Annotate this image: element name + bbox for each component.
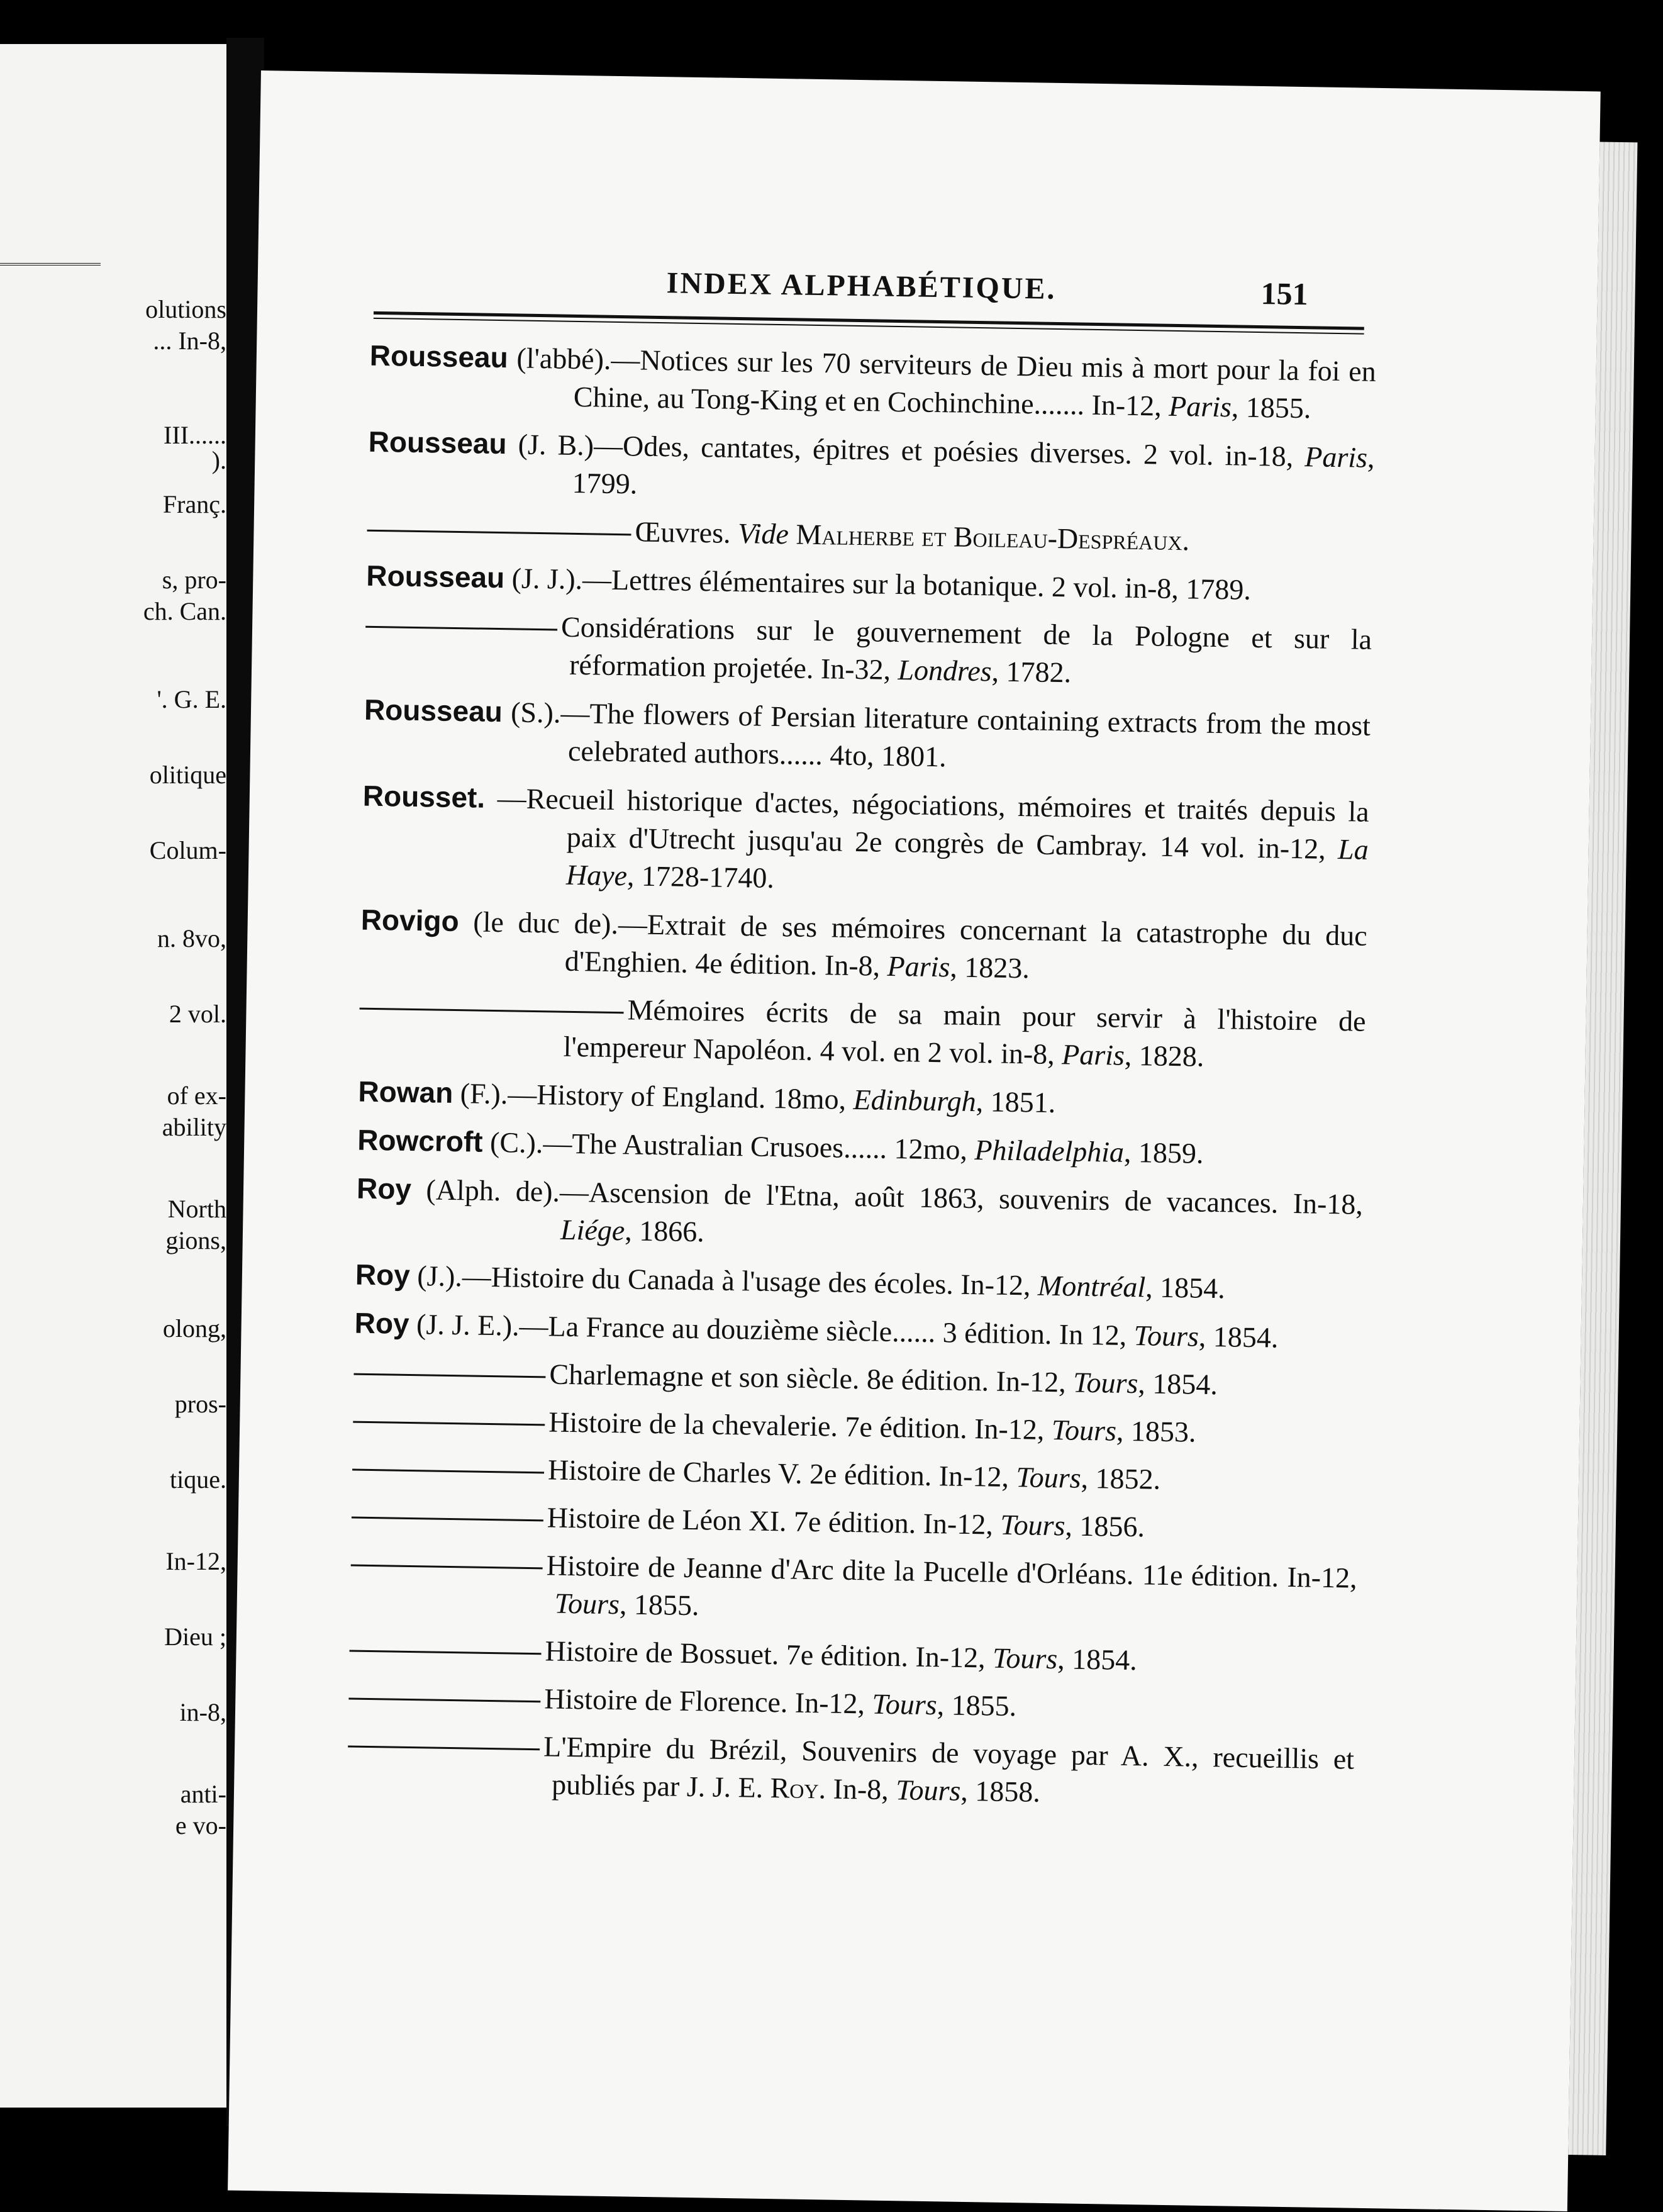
- entry-date: , 1855.: [937, 1689, 1017, 1723]
- page-edge: [1568, 142, 1637, 2155]
- entry-heading: Rousset.: [362, 779, 486, 814]
- left-page-fragment: North: [167, 1195, 226, 1223]
- left-page-fragment: Colum-: [149, 836, 226, 864]
- entry-text: —Extrait de ses mémoires concernant la catastrophe du duc d'Enghien. 4e édition. In-8,: [564, 908, 1368, 982]
- entry-text: —The Australian Crusoes...... 12mo,: [543, 1127, 975, 1166]
- entry-text: . In-8,: [818, 1772, 896, 1806]
- left-page-fragment: gions,: [165, 1226, 226, 1254]
- entry-place: Tours: [992, 1641, 1058, 1675]
- entry-place: Tours: [1016, 1461, 1081, 1494]
- entry-date: , 1728-1740.: [626, 859, 775, 894]
- entry-author: (J. B.): [518, 428, 594, 462]
- entry-text: —Recueil historique d'actes, négociations, mémoires et traités depuis la paix d'Utrecht jusqu'au 2e congrès de Cambray. 14 vol. in-12,: [497, 782, 1370, 866]
- ditto-dash: [352, 1516, 543, 1521]
- ditto-dash: [350, 1650, 542, 1655]
- entry-smallcaps: Roy: [770, 1772, 820, 1805]
- left-page-fragment: 2 vol.: [169, 1000, 226, 1028]
- entry-author: (C.).: [489, 1126, 543, 1159]
- entry-text: —Notices sur les 70 serviteurs de Dieu mis à mort pour la foi en Chine, au Tong-King et en Cochinchine....... In-12,: [573, 343, 1377, 422]
- entry-date: , 1855.: [619, 1588, 699, 1622]
- entry-author: (l'abbé).: [516, 342, 611, 376]
- entry-vide: Vide: [737, 517, 789, 550]
- entry-text: —The flowers of Persian literature containing extracts from the most celebrated authors...... 4to, 1801.: [560, 696, 1371, 773]
- left-page-fragment: ch. Can.: [143, 597, 226, 625]
- entry-text: —Lettres élémentaires sur la botanique. 2 vol. in-8, 1789.: [582, 563, 1252, 606]
- left-page-fragment: e vo-: [175, 1811, 226, 1840]
- left-page-fragment: olong,: [162, 1314, 226, 1343]
- index-entry: [367, 423, 1375, 515]
- entry-date: , 1799.: [572, 441, 1375, 500]
- entry-place: Paris: [1168, 389, 1232, 423]
- index-entry: [358, 1073, 1365, 1127]
- entry-place: Tours: [999, 1508, 1065, 1542]
- index-entry: [348, 1677, 1355, 1731]
- entry-heading: Rowcroft: [357, 1123, 484, 1158]
- entry-author: (S.).: [510, 696, 561, 729]
- index-entry: [350, 1544, 1357, 1635]
- left-page-fragment: anti-: [180, 1780, 226, 1808]
- entry-heading: Rousseau: [369, 338, 509, 374]
- index-entry: [354, 1304, 1361, 1358]
- entry-place: La Haye: [565, 833, 1369, 892]
- entry-date: , 1851.: [976, 1085, 1056, 1119]
- left-page-fragment: in-8,: [179, 1698, 226, 1726]
- entry-date: , 1853.: [1116, 1414, 1196, 1448]
- left-page-fragment: Dieu ;: [164, 1623, 226, 1651]
- index-entry: [352, 1448, 1359, 1502]
- entry-author: (Alph. de).: [426, 1173, 560, 1208]
- entry-date: , 1823.: [949, 951, 1030, 985]
- entry-date: , 1858.: [960, 1774, 1041, 1808]
- left-page-fragment: tique.: [170, 1465, 226, 1494]
- entry-text: Histoire de Léon XI. 7e édition. In-12,: [547, 1501, 1001, 1541]
- entry-date: , 1782.: [991, 655, 1072, 689]
- entry-text: Histoire de la chevalerie. 7e édition. In-12,: [548, 1405, 1052, 1446]
- index-entry: [367, 509, 1374, 562]
- entry-place: Tours: [554, 1587, 620, 1621]
- entry-place: Edinburgh: [853, 1083, 977, 1118]
- index-entry: [357, 1121, 1364, 1175]
- entry-date: , 1854.: [1145, 1271, 1226, 1305]
- index-entry: [353, 1353, 1360, 1406]
- left-page-fragment: olitique: [149, 761, 226, 789]
- entry-author: (J. J.).: [511, 562, 583, 596]
- ditto-dash: [351, 1564, 543, 1569]
- entry-text: Considérations sur le gouvernement de la Pologne et sur la réformation projetée. In-32,: [560, 610, 1372, 686]
- left-page-fragment: III......: [164, 421, 226, 449]
- index-entry: [349, 1629, 1356, 1683]
- entry-heading: Roy: [354, 1306, 410, 1340]
- entry-place: Tours: [1051, 1414, 1117, 1447]
- entry-author: (J.).: [416, 1260, 463, 1293]
- entry-heading: Roy: [356, 1171, 412, 1205]
- entry-date: , 1859.: [1123, 1136, 1204, 1170]
- page-number: 151: [1260, 276, 1309, 312]
- entry-place: Tours: [895, 1774, 961, 1807]
- entry-text: —Odes, cantates, épitres et poésies diverses. 2 vol. in-18,: [593, 429, 1305, 473]
- ditto-dash: [365, 626, 557, 631]
- entry-heading: Roy: [355, 1258, 411, 1292]
- entry-author: (J. J. E.).: [416, 1308, 520, 1342]
- entry-text: Histoire de Bossuet. 7e édition. In-12,: [545, 1634, 993, 1674]
- index-entry: [351, 1496, 1358, 1550]
- entry-text: —La France au douzième siècle...... 3 édition. In 12,: [519, 1309, 1135, 1352]
- index-entry: [359, 987, 1366, 1078]
- index-entry: [360, 901, 1367, 993]
- ditto-dash: [352, 1468, 544, 1473]
- left-page-fragment: ).: [211, 446, 226, 474]
- ditto-dash: [360, 1008, 624, 1014]
- entry-heading: Rovigo: [360, 903, 460, 938]
- entry-text: Mémoires écrits de sa main pour servir à l'histoire de l'empereur Napoléon. 4 vol. en 2 vol. in-8,: [563, 993, 1366, 1071]
- entry-place: Tours: [872, 1687, 938, 1721]
- entry-text: Histoire de Jeanne d'Arc dite la Pucelle d'Orléans. 11e édition. In-12,: [546, 1549, 1357, 1594]
- entry-date: , 1854.: [1057, 1643, 1138, 1677]
- ditto-dash: [353, 1373, 545, 1378]
- left-page-fragment: olutions: [145, 295, 226, 323]
- left-page-fragment: pros-: [174, 1390, 226, 1418]
- entry-date: , 1828.: [1124, 1039, 1204, 1073]
- running-title: INDEX ALPHABÉTIQUE.: [666, 266, 1057, 306]
- entry-place: Philadelphia: [974, 1134, 1125, 1168]
- index-entry: [364, 691, 1371, 783]
- left-page: [0, 44, 228, 2108]
- entry-place: Londres: [898, 654, 993, 688]
- entry-smallcaps: Malherbe et Boileau-Despréaux.: [788, 518, 1190, 557]
- entry-text: —History of England. 18mo,: [507, 1078, 854, 1115]
- left-page-fragment: Franç.: [162, 490, 226, 518]
- entry-place: Liége: [560, 1213, 625, 1247]
- entry-author: (le duc de).: [472, 905, 619, 941]
- entry-date: , 1854.: [1198, 1320, 1279, 1354]
- left-page-fragment: '. G. E.: [157, 685, 226, 713]
- entry-text: L'Empire du Brézil, Souvenirs de voyage par A. X., recueillis et publiés par J. J. E.: [543, 1730, 1355, 1804]
- ditto-dash: [367, 530, 631, 536]
- entry-text: Œuvres.: [635, 515, 738, 549]
- left-page-rule: [0, 263, 101, 265]
- entry-heading: Rousseau: [366, 559, 505, 595]
- entry-text: Histoire de Florence. In-12,: [544, 1682, 872, 1720]
- entry-date: , 1855.: [1231, 391, 1311, 425]
- entry-heading: Rousseau: [364, 693, 503, 729]
- entry-heading: Rousseau: [368, 425, 507, 461]
- left-page-fragment: n. 8vo,: [157, 924, 226, 952]
- index-entry: [369, 337, 1376, 428]
- entry-text: —Histoire du Canada à l'usage des écoles. In-12,: [462, 1260, 1038, 1302]
- entry-date: , 1856.: [1065, 1509, 1145, 1543]
- entry-place: Paris: [1304, 440, 1368, 474]
- index-entry: [366, 557, 1373, 611]
- entry-date: , 1866.: [624, 1214, 705, 1248]
- index-entry: [356, 1170, 1364, 1261]
- index-entry: [365, 605, 1372, 696]
- ditto-dash: [353, 1421, 545, 1426]
- entry-heading: Rowan: [358, 1075, 453, 1109]
- left-page-fragment: In-12,: [165, 1547, 226, 1575]
- index-entry: [347, 1725, 1355, 1816]
- entry-place: Paris: [1061, 1038, 1125, 1071]
- index-entries: [347, 337, 1377, 1826]
- left-page-fragment: ability: [162, 1113, 226, 1141]
- ditto-dash: [348, 1697, 540, 1702]
- ditto-dash: [348, 1745, 540, 1750]
- index-entry: [353, 1400, 1360, 1454]
- header-rule: [374, 311, 1364, 335]
- entry-text: Histoire de Charles V. 2e édition. In-12,: [547, 1453, 1016, 1494]
- entry-date: , 1854.: [1138, 1367, 1218, 1401]
- index-page: [228, 70, 1601, 2211]
- entry-date: , 1852.: [1081, 1461, 1161, 1495]
- index-entry: [362, 777, 1370, 907]
- left-page-fragment: s, pro-: [162, 566, 226, 594]
- left-page-fragment: ... In-8,: [153, 327, 226, 355]
- entry-author: (F.).: [460, 1077, 508, 1110]
- entry-place: Tours: [1072, 1366, 1138, 1400]
- entry-place: Tours: [1133, 1319, 1199, 1353]
- entry-place: Paris: [887, 949, 950, 983]
- index-entry: [355, 1256, 1362, 1310]
- left-page-fragment: of ex-: [167, 1081, 226, 1110]
- entry-text: Charlemagne et son siècle. 8e édition. In-12,: [549, 1358, 1074, 1399]
- entry-place: Montréal: [1037, 1269, 1146, 1304]
- entry-text: —Ascension de l'Etna, août 1863, souvenirs de vacances. In-18,: [559, 1175, 1364, 1221]
